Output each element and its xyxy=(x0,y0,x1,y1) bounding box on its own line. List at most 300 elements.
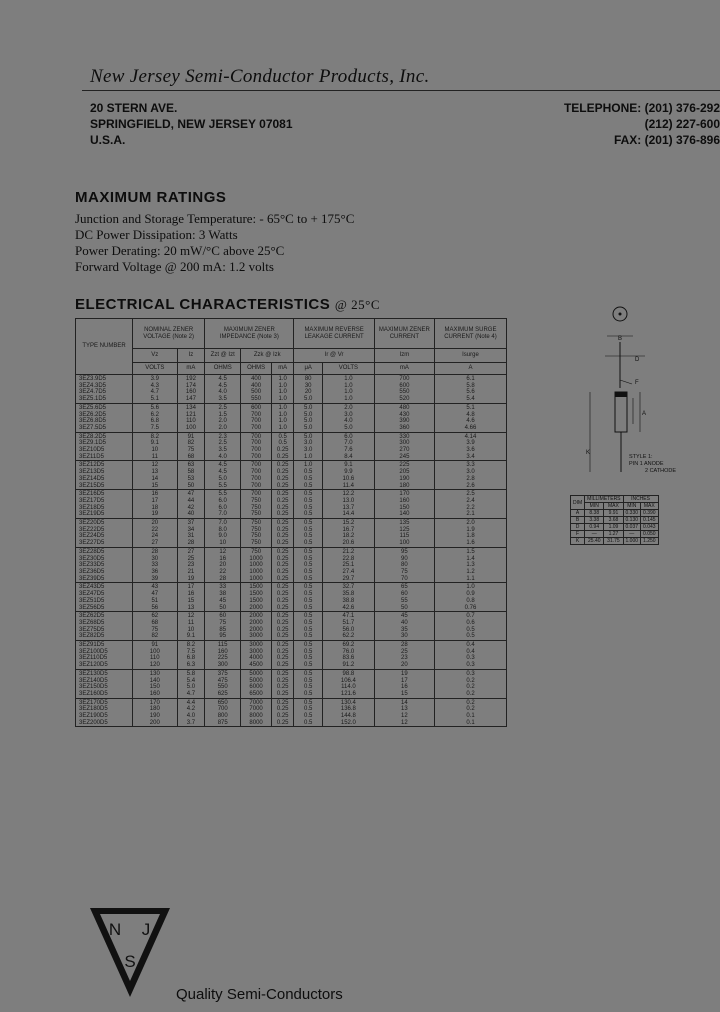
value-cell: 0.5 xyxy=(294,598,323,605)
value-cell: 0.5 xyxy=(294,569,323,576)
value-cell: 0.25 xyxy=(272,533,294,540)
type-number-cell: 3EZ130D5 xyxy=(76,669,133,677)
company-name: New Jersey Semi-Conductor Products, Inc. xyxy=(90,66,430,87)
value-cell: 91.2 xyxy=(322,662,374,669)
value-cell: 4.7 xyxy=(133,389,178,396)
table-row xyxy=(76,713,507,720)
value-cell: 100 xyxy=(177,425,205,432)
value-cell: 51 xyxy=(133,598,178,605)
value-cell: 0.25 xyxy=(272,698,294,706)
type-number-cell: 3EZ33D5 xyxy=(76,562,133,569)
value-cell: 27 xyxy=(133,540,178,547)
type-number-cell: 3EZ8.2D5 xyxy=(76,432,133,440)
value-cell: 19 xyxy=(374,669,434,677)
electrical-title xyxy=(75,296,380,313)
max-ratings-title: MAXIMUM RATINGS xyxy=(75,189,227,206)
value-cell: 75 xyxy=(133,627,178,634)
value-cell: 0.5 xyxy=(294,720,323,727)
table-row xyxy=(76,432,507,440)
value-cell: 700 xyxy=(241,476,272,483)
value-cell: 700 xyxy=(241,454,272,461)
value-cell: 700 xyxy=(241,483,272,490)
dimension-cell: 1.000 xyxy=(623,538,641,545)
value-cell: 121.6 xyxy=(322,691,374,698)
value-cell: 0.5 xyxy=(294,633,323,640)
value-cell: 15 xyxy=(374,691,434,698)
value-cell: 550 xyxy=(205,684,241,691)
value-cell: 0.5 xyxy=(294,498,323,505)
value-cell: 800 xyxy=(205,713,241,720)
col-surge-current: MAXIMUM SURGE CURRENT (Note 4) xyxy=(434,319,506,349)
value-cell: 0.5 xyxy=(294,511,323,518)
table-row xyxy=(76,498,507,505)
value-cell: 9.1 xyxy=(322,461,374,469)
sym-isurge: Isurge xyxy=(434,349,506,363)
value-cell: 47.1 xyxy=(322,612,374,620)
value-cell: 2.0 xyxy=(205,425,241,432)
dimension-cell: D xyxy=(571,524,585,531)
value-cell: 1.0 xyxy=(322,389,374,396)
unit: OHMS xyxy=(205,363,241,375)
value-cell: 192 xyxy=(177,375,205,383)
value-cell: 130.4 xyxy=(322,698,374,706)
value-cell: 0.25 xyxy=(272,527,294,534)
value-cell: 5.5 xyxy=(205,490,241,498)
dim-label-b: B xyxy=(617,336,623,342)
value-cell: 0.5 xyxy=(294,627,323,634)
value-cell: 1.5 xyxy=(205,412,241,419)
value-cell: 4.66 xyxy=(434,425,506,432)
col-zener-impedance: MAXIMUM ZENER IMPEDANCE (Note 3) xyxy=(205,319,294,349)
table-row xyxy=(76,469,507,476)
table-row xyxy=(76,669,507,677)
dim-sub: MAX xyxy=(641,503,659,510)
type-number-cell: 3EZ5.1D5 xyxy=(76,396,133,403)
value-cell: 1.8 xyxy=(434,533,506,540)
table-row xyxy=(76,440,507,447)
value-cell: 34 xyxy=(177,527,205,534)
value-cell: 150 xyxy=(374,505,434,512)
value-cell: 21.2 xyxy=(322,547,374,555)
header-rule xyxy=(82,90,720,91)
value-cell: 0.25 xyxy=(272,612,294,620)
value-cell: 0.8 xyxy=(434,598,506,605)
dimension-cell: 25.40 xyxy=(585,538,604,545)
unit: μA xyxy=(294,363,323,375)
address-line: 20 STERN AVE. xyxy=(90,101,178,115)
value-cell: 0.4 xyxy=(434,641,506,649)
value-cell: 3.0 xyxy=(434,469,506,476)
value-cell: 8000 xyxy=(241,713,272,720)
table-row xyxy=(76,706,507,713)
value-cell: 69.2 xyxy=(322,641,374,649)
table-row xyxy=(76,612,507,620)
value-cell: 19 xyxy=(177,576,205,583)
value-cell: 1.0 xyxy=(272,425,294,432)
value-cell: 75 xyxy=(177,447,205,454)
value-cell: 43 xyxy=(133,583,178,591)
value-cell: 144.8 xyxy=(322,713,374,720)
table-row xyxy=(76,454,507,461)
value-cell: 0.25 xyxy=(272,447,294,454)
value-cell: 700 xyxy=(205,706,241,713)
sym-iz: Iz xyxy=(177,349,205,363)
type-number-cell: 3EZ27D5 xyxy=(76,540,133,547)
type-number-cell: 3EZ19D5 xyxy=(76,511,133,518)
value-cell: 0.5 xyxy=(294,691,323,698)
package-outline-diagram xyxy=(585,300,705,480)
value-cell: 0.5 xyxy=(294,476,323,483)
value-cell: 12.2 xyxy=(322,490,374,498)
dimension-cell: F xyxy=(571,531,585,538)
dimension-cell: 0.130 xyxy=(623,517,641,524)
dimension-table xyxy=(570,495,659,545)
value-cell: 0.25 xyxy=(272,633,294,640)
value-cell: 39 xyxy=(133,576,178,583)
value-cell: 3.4 xyxy=(434,454,506,461)
type-number-cell: 3EZ6.8D5 xyxy=(76,418,133,425)
value-cell: 60 xyxy=(205,612,241,620)
value-cell: 9.1 xyxy=(177,633,205,640)
value-cell: 1.5 xyxy=(434,547,506,555)
sym-zzk: Zzk @ Izk xyxy=(241,349,294,363)
value-cell: 9.9 xyxy=(322,469,374,476)
value-cell: 1.4 xyxy=(434,556,506,563)
value-cell: 0.25 xyxy=(272,576,294,583)
value-cell: 245 xyxy=(374,454,434,461)
type-number-cell: 3EZ170D5 xyxy=(76,698,133,706)
value-cell: 430 xyxy=(374,412,434,419)
value-cell: 0.25 xyxy=(272,706,294,713)
value-cell: 3.0 xyxy=(294,447,323,454)
value-cell: 36 xyxy=(133,569,178,576)
value-cell: 45 xyxy=(205,598,241,605)
inch-header: INCHES xyxy=(623,496,658,503)
value-cell: 16 xyxy=(374,684,434,691)
address-line: U.S.A. xyxy=(90,133,126,147)
value-cell: 95 xyxy=(374,547,434,555)
value-cell: 3.5 xyxy=(205,447,241,454)
address-line: SPRINGFIELD, NEW JERSEY 07081 xyxy=(90,117,293,131)
type-number-cell: 3EZ43D5 xyxy=(76,583,133,591)
type-number-cell: 3EZ36D5 xyxy=(76,569,133,576)
value-cell: 0.25 xyxy=(272,469,294,476)
table-row xyxy=(76,641,507,649)
value-cell: 5.0 xyxy=(205,476,241,483)
table-row xyxy=(76,425,507,432)
value-cell: 150 xyxy=(133,684,178,691)
value-cell: 1.3 xyxy=(434,562,506,569)
value-cell: 55 xyxy=(374,598,434,605)
value-cell: 1.1 xyxy=(434,576,506,583)
value-cell: 7000 xyxy=(241,706,272,713)
value-cell: 0.3 xyxy=(434,669,506,677)
value-cell: 5000 xyxy=(241,669,272,677)
dimension-cell: 0.037 xyxy=(623,524,641,531)
value-cell: 5.8 xyxy=(434,383,506,390)
max-ratings-list xyxy=(75,211,354,275)
value-cell: 115 xyxy=(205,641,241,649)
dim-sub: MIN xyxy=(585,503,604,510)
value-cell: 5.0 xyxy=(294,403,323,411)
value-cell: 5.4 xyxy=(177,678,205,685)
value-cell: 0.5 xyxy=(294,649,323,656)
value-cell: 0.25 xyxy=(272,498,294,505)
value-cell: 1000 xyxy=(241,556,272,563)
value-cell: 6.0 xyxy=(205,498,241,505)
value-cell: 13 xyxy=(374,706,434,713)
value-cell: 1.6 xyxy=(434,540,506,547)
value-cell: 20 xyxy=(205,562,241,569)
value-cell: 0.25 xyxy=(272,620,294,627)
value-cell: 1.0 xyxy=(272,383,294,390)
value-cell: 0.6 xyxy=(434,620,506,627)
value-cell: 0.5 xyxy=(294,641,323,649)
value-cell: 3000 xyxy=(241,641,272,649)
value-cell: 110 xyxy=(133,655,178,662)
value-cell: 9.0 xyxy=(205,533,241,540)
value-cell: 11 xyxy=(177,620,205,627)
value-cell: 24 xyxy=(133,533,178,540)
value-cell: 5.1 xyxy=(434,403,506,411)
electrical-table-body xyxy=(76,375,507,727)
value-cell: 750 xyxy=(241,547,272,555)
value-cell: 190 xyxy=(133,713,178,720)
dimension-cell: B xyxy=(571,517,585,524)
value-cell: 1000 xyxy=(241,576,272,583)
telephone-line: (212) 227-600 xyxy=(644,117,720,131)
dimension-cell: 9.91 xyxy=(604,510,623,517)
value-cell: 0.2 xyxy=(434,678,506,685)
value-cell: 300 xyxy=(205,662,241,669)
rating-line: Forward Voltage @ 200 mA: 1.2 volts xyxy=(75,259,274,274)
table-row xyxy=(76,633,507,640)
value-cell: 121 xyxy=(177,412,205,419)
rating-line: Junction and Storage Temperature: - 65°C to + 175°C xyxy=(75,211,355,226)
unit: A xyxy=(434,363,506,375)
table-row xyxy=(76,562,507,569)
value-cell: 0.25 xyxy=(272,720,294,727)
value-cell: 3.0 xyxy=(294,440,323,447)
value-cell: 25.1 xyxy=(322,562,374,569)
value-cell: 2.1 xyxy=(434,511,506,518)
value-cell: 4.5 xyxy=(205,461,241,469)
value-cell: 4.4 xyxy=(177,698,205,706)
value-cell: 750 xyxy=(241,527,272,534)
value-cell: 0.25 xyxy=(272,569,294,576)
type-number-cell: 3EZ75D5 xyxy=(76,627,133,634)
value-cell: 28 xyxy=(374,641,434,649)
value-cell: 3.9 xyxy=(133,375,178,383)
value-cell: 0.5 xyxy=(294,612,323,620)
value-cell: 0.9 xyxy=(434,591,506,598)
value-cell: 98.8 xyxy=(322,669,374,677)
type-number-cell: 3EZ12D5 xyxy=(76,461,133,469)
table-row xyxy=(76,678,507,685)
value-cell: 2000 xyxy=(241,605,272,612)
value-cell: 1.0 xyxy=(294,454,323,461)
value-cell: 2.6 xyxy=(434,483,506,490)
value-cell: 12 xyxy=(374,720,434,727)
value-cell: 5.6 xyxy=(434,389,506,396)
value-cell: 6000 xyxy=(241,684,272,691)
dimension-cell: 0.390 xyxy=(641,510,659,517)
dimension-cell: — xyxy=(585,531,604,538)
pin2-label: 2 CATHODE xyxy=(645,468,677,474)
telephone-line: TELEPHONE: (201) 376-292 xyxy=(563,101,720,115)
dimension-cell: 8.38 xyxy=(585,510,604,517)
type-number-cell: 3EZ100D5 xyxy=(76,649,133,656)
value-cell: 50 xyxy=(205,605,241,612)
value-cell: 2000 xyxy=(241,620,272,627)
value-cell: 1.0 xyxy=(272,403,294,411)
value-cell: 4.14 xyxy=(434,432,506,440)
value-cell: 0.5 xyxy=(294,620,323,627)
value-cell: 7.0 xyxy=(322,440,374,447)
value-cell: 32.7 xyxy=(322,583,374,591)
value-cell: 0.25 xyxy=(272,454,294,461)
fax-line: FAX: (201) 376-896 xyxy=(613,133,720,147)
value-cell: 5.4 xyxy=(434,396,506,403)
table-row xyxy=(76,447,507,454)
value-cell: 0.25 xyxy=(272,691,294,698)
type-number-cell: 3EZ51D5 xyxy=(76,598,133,605)
type-number-cell: 3EZ110D5 xyxy=(76,655,133,662)
value-cell: 0.25 xyxy=(272,713,294,720)
value-cell: 225 xyxy=(205,655,241,662)
sym-vz: Vz xyxy=(133,349,178,363)
value-cell: 160 xyxy=(205,649,241,656)
value-cell: 30 xyxy=(374,633,434,640)
value-cell: 0.4 xyxy=(434,649,506,656)
value-cell: 115 xyxy=(374,533,434,540)
type-number-cell: 3EZ180D5 xyxy=(76,706,133,713)
value-cell: 5.0 xyxy=(294,425,323,432)
value-cell: 28 xyxy=(205,576,241,583)
type-number-cell: 3EZ62D5 xyxy=(76,612,133,620)
value-cell: 5.0 xyxy=(294,412,323,419)
value-cell: 3.0 xyxy=(322,412,374,419)
value-cell: 106.4 xyxy=(322,678,374,685)
value-cell: 4.6 xyxy=(434,418,506,425)
type-number-cell: 3EZ91D5 xyxy=(76,641,133,649)
type-number-cell: 3EZ28D5 xyxy=(76,547,133,555)
value-cell: 0.5 xyxy=(294,527,323,534)
value-cell: 0.25 xyxy=(272,598,294,605)
value-cell: 37 xyxy=(177,519,205,527)
value-cell: 20.6 xyxy=(322,540,374,547)
type-number-cell: 3EZ13D5 xyxy=(76,469,133,476)
value-cell: 7.6 xyxy=(322,447,374,454)
diode-body xyxy=(615,392,627,432)
table-row xyxy=(76,505,507,512)
value-cell: 2.0 xyxy=(205,418,241,425)
value-cell: 38.8 xyxy=(322,598,374,605)
table-row xyxy=(76,583,507,591)
value-cell: 1500 xyxy=(241,583,272,591)
value-cell: 5.0 xyxy=(294,418,323,425)
value-cell: 12 xyxy=(133,461,178,469)
value-cell: 4.0 xyxy=(322,418,374,425)
type-number-cell: 3EZ150D5 xyxy=(76,684,133,691)
value-cell: 40 xyxy=(374,620,434,627)
table-row xyxy=(76,649,507,656)
type-number-cell: 3EZ6.2D5 xyxy=(76,412,133,419)
value-cell: 5.5 xyxy=(205,483,241,490)
value-cell: 700 xyxy=(241,490,272,498)
value-cell: 8.2 xyxy=(133,432,178,440)
value-cell: 0.2 xyxy=(434,706,506,713)
value-cell: 125 xyxy=(374,527,434,534)
value-cell: 550 xyxy=(374,389,434,396)
logo-letter-s: S xyxy=(124,952,136,971)
value-cell: 14 xyxy=(133,476,178,483)
value-cell: 875 xyxy=(205,720,241,727)
value-cell: 80 xyxy=(294,375,323,383)
value-cell: 700 xyxy=(374,375,434,383)
value-cell: 13.7 xyxy=(322,505,374,512)
value-cell: 4.0 xyxy=(177,713,205,720)
dimension-cell: 0.043 xyxy=(641,524,659,531)
value-cell: 375 xyxy=(205,669,241,677)
value-cell: 22 xyxy=(133,527,178,534)
value-cell: 0.25 xyxy=(272,490,294,498)
value-cell: 3.5 xyxy=(205,396,241,403)
value-cell: 152.0 xyxy=(322,720,374,727)
value-cell: 17 xyxy=(133,498,178,505)
type-number-cell: 3EZ140D5 xyxy=(76,678,133,685)
table-row xyxy=(76,375,507,383)
value-cell: 0.5 xyxy=(294,678,323,685)
logo-letter-j: J xyxy=(141,920,151,939)
value-cell: 10 xyxy=(133,447,178,454)
value-cell: 29.7 xyxy=(322,576,374,583)
table-row xyxy=(76,540,507,547)
value-cell: 400 xyxy=(241,383,272,390)
value-cell: 31 xyxy=(177,533,205,540)
table-row xyxy=(76,691,507,698)
value-cell: 4.2 xyxy=(177,706,205,713)
dim-label-d: D xyxy=(635,357,640,363)
value-cell: 120 xyxy=(133,662,178,669)
table-row xyxy=(76,662,507,669)
value-cell: 225 xyxy=(374,461,434,469)
dim-sub: MAX xyxy=(604,503,623,510)
table-row xyxy=(76,655,507,662)
value-cell: 0.5 xyxy=(294,684,323,691)
value-cell: 8.4 xyxy=(322,454,374,461)
value-cell: 750 xyxy=(241,511,272,518)
value-cell: 1.0 xyxy=(294,461,323,469)
unit: VOLTS xyxy=(322,363,374,375)
value-cell: 28 xyxy=(177,540,205,547)
table-row xyxy=(76,412,507,419)
type-number-cell: 3EZ30D5 xyxy=(76,556,133,563)
dimension-cell: 0.330 xyxy=(623,510,641,517)
value-cell: 0.5 xyxy=(294,556,323,563)
value-cell: 1.9 xyxy=(434,527,506,534)
value-cell: 17 xyxy=(177,583,205,591)
value-cell: 170 xyxy=(374,490,434,498)
sym-ir: Ir @ Vr xyxy=(294,349,374,363)
value-cell: 7000 xyxy=(241,698,272,706)
value-cell: 3.9 xyxy=(434,440,506,447)
value-cell: 22 xyxy=(205,569,241,576)
value-cell: 3.3 xyxy=(434,461,506,469)
value-cell: 135 xyxy=(374,519,434,527)
value-cell: 0.5 xyxy=(294,591,323,598)
value-cell: 1.0 xyxy=(272,412,294,419)
